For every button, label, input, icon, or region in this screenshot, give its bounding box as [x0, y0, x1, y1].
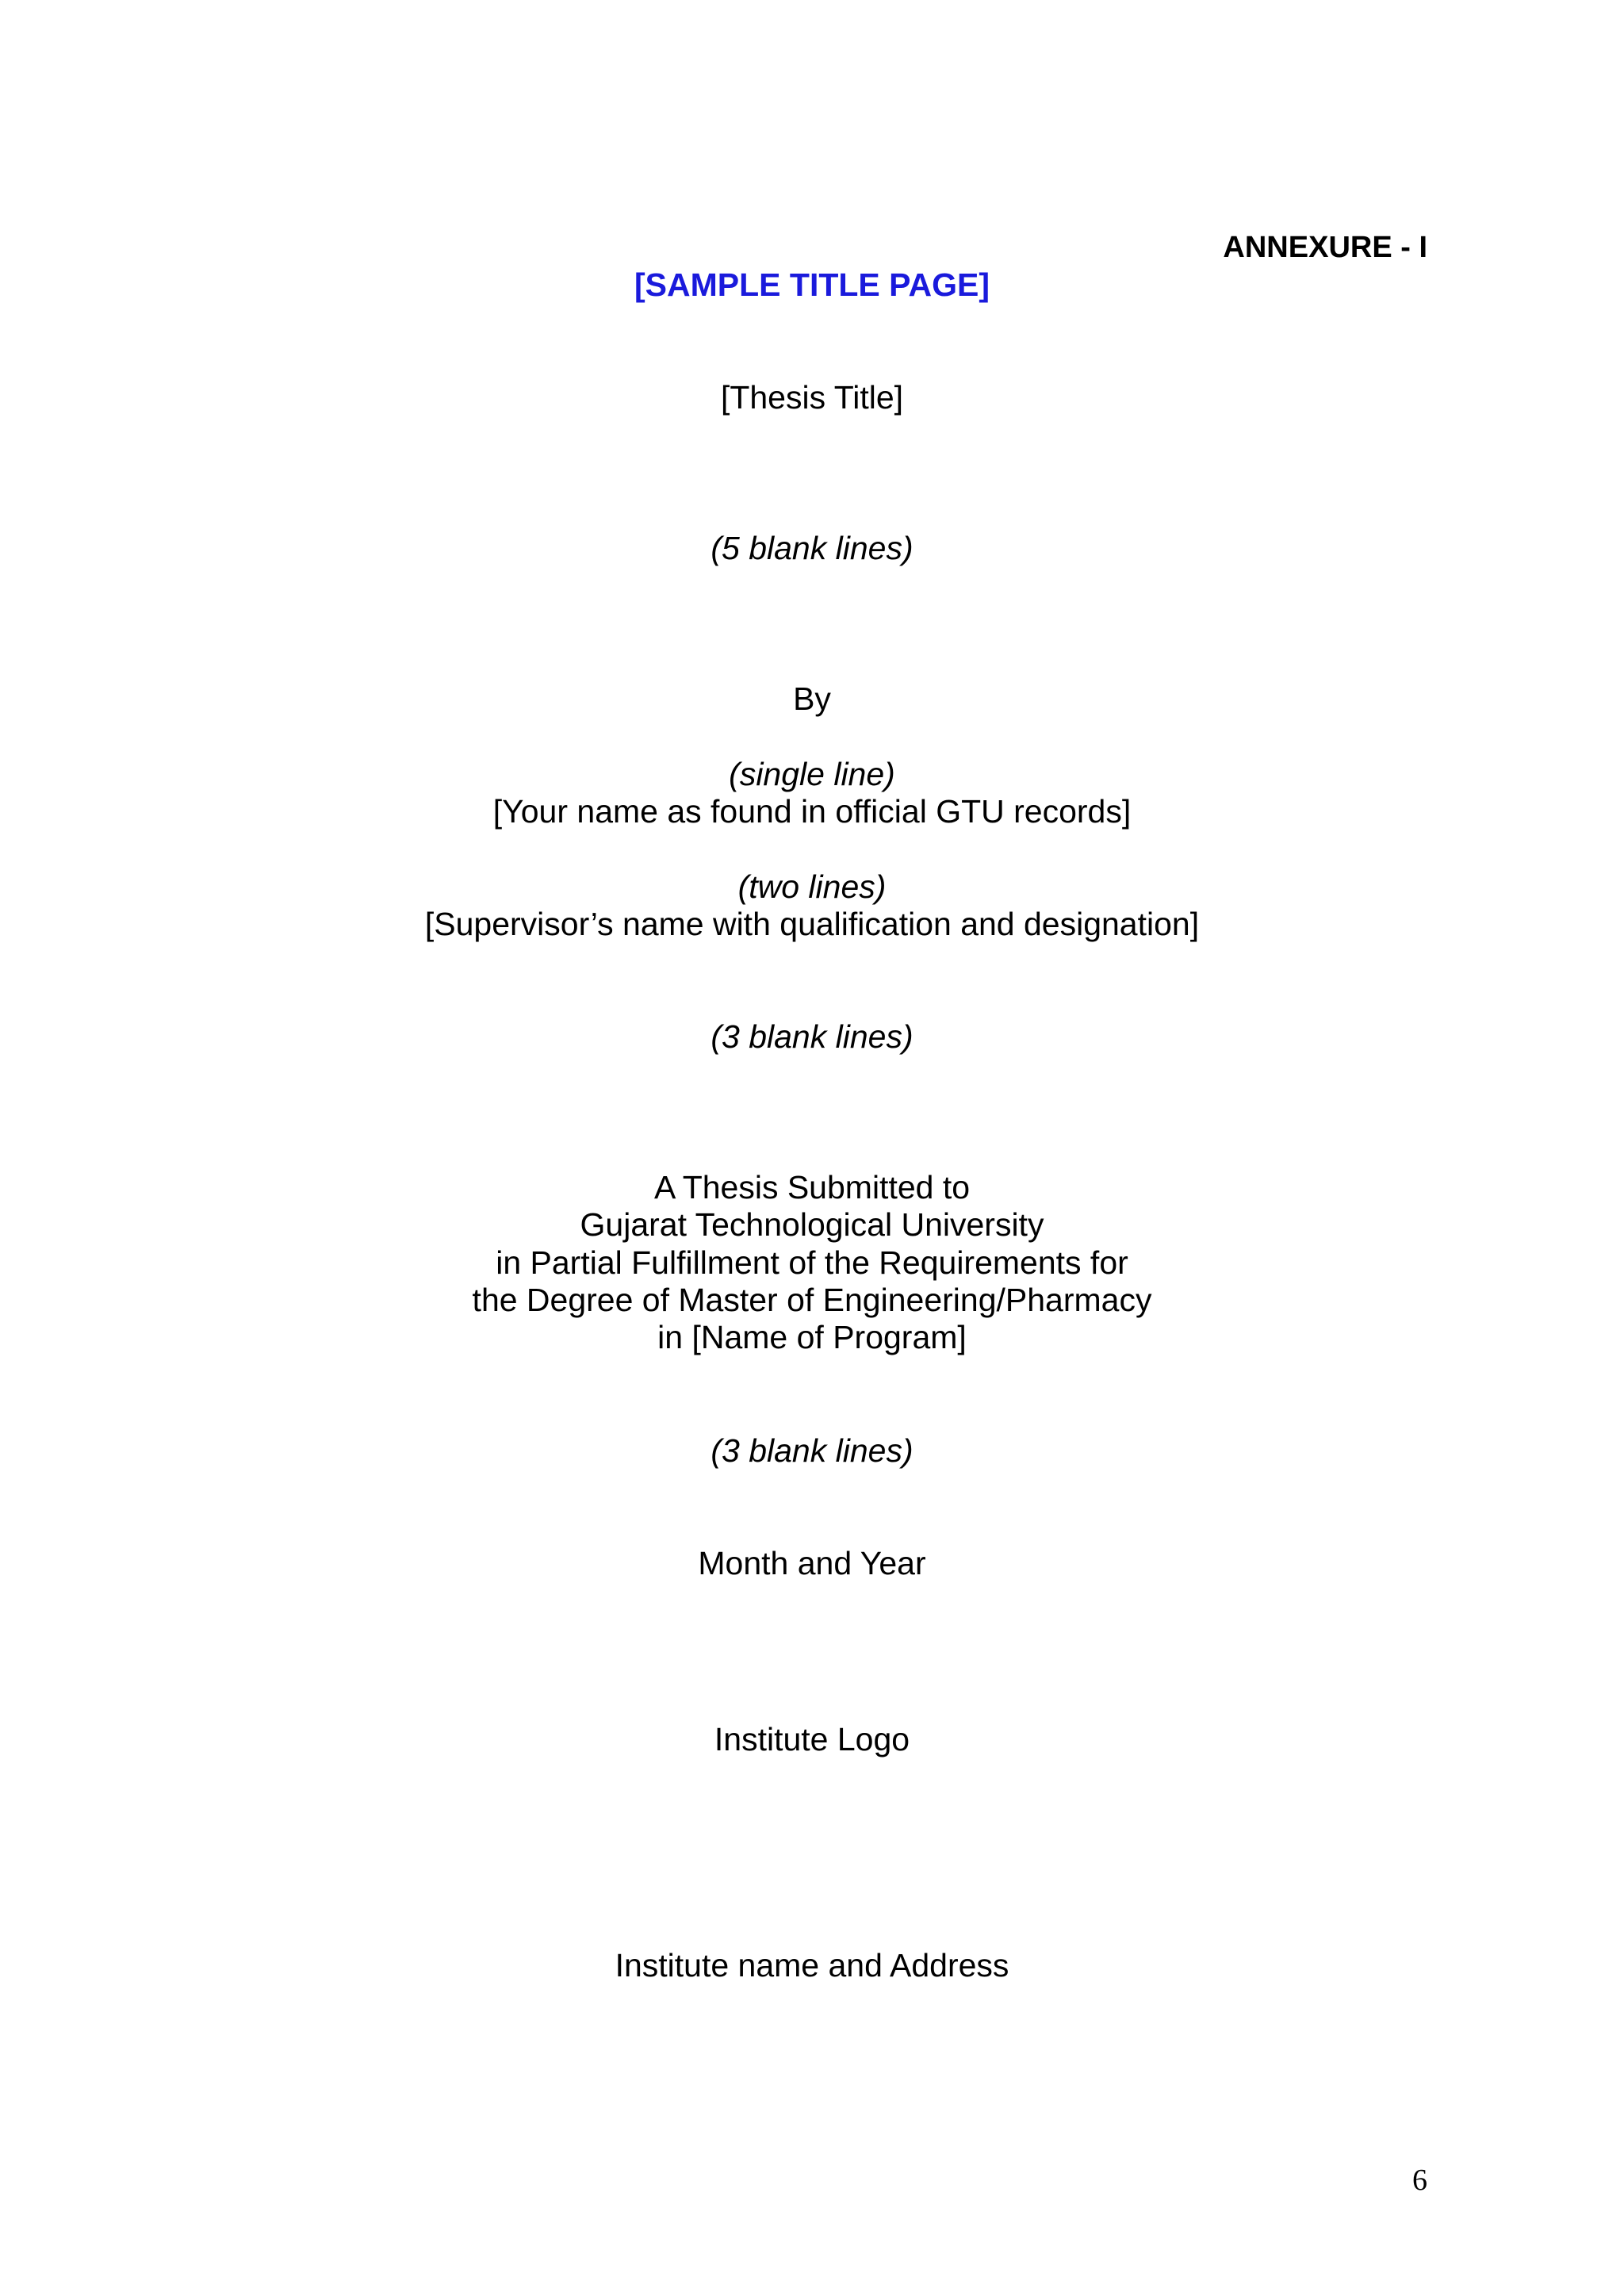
blank-lines-note: (3 blank lines) [710, 1432, 914, 1469]
annexure-label: ANNEXURE - I [1223, 231, 1427, 264]
month-year-placeholder: Month and Year [698, 1545, 926, 1581]
page-number: 6 [1412, 2164, 1427, 2197]
submission-line: in [Name of Program] [657, 1319, 967, 1355]
thesis-title: [Thesis Title] [720, 379, 904, 416]
institute-name-placeholder: Institute name and Address [615, 1947, 1009, 1984]
institute-logo-placeholder: Institute Logo [714, 1721, 910, 1757]
student-name-placeholder: [Your name as found in official GTU records] [492, 793, 1132, 830]
supervisor-placeholder: [Supervisor’s name with qualification and designation] [424, 906, 1200, 942]
submission-line: the Degree of Master of Engineering/Pharmacy [472, 1282, 1152, 1318]
submission-line: Gujarat Technological University [580, 1206, 1044, 1243]
submission-line: in Partial Fulfillment of the Requirements for [496, 1244, 1128, 1281]
submission-line: A Thesis Submitted to [653, 1169, 971, 1205]
sample-title-heading: [SAMPLE TITLE PAGE] [634, 266, 990, 303]
two-lines-note: (two lines) [737, 868, 887, 905]
blank-lines-note: (5 blank lines) [710, 530, 914, 566]
single-line-note: (single line) [729, 756, 895, 792]
blank-lines-note: (3 blank lines) [710, 1018, 914, 1055]
by-label: By [793, 680, 831, 717]
